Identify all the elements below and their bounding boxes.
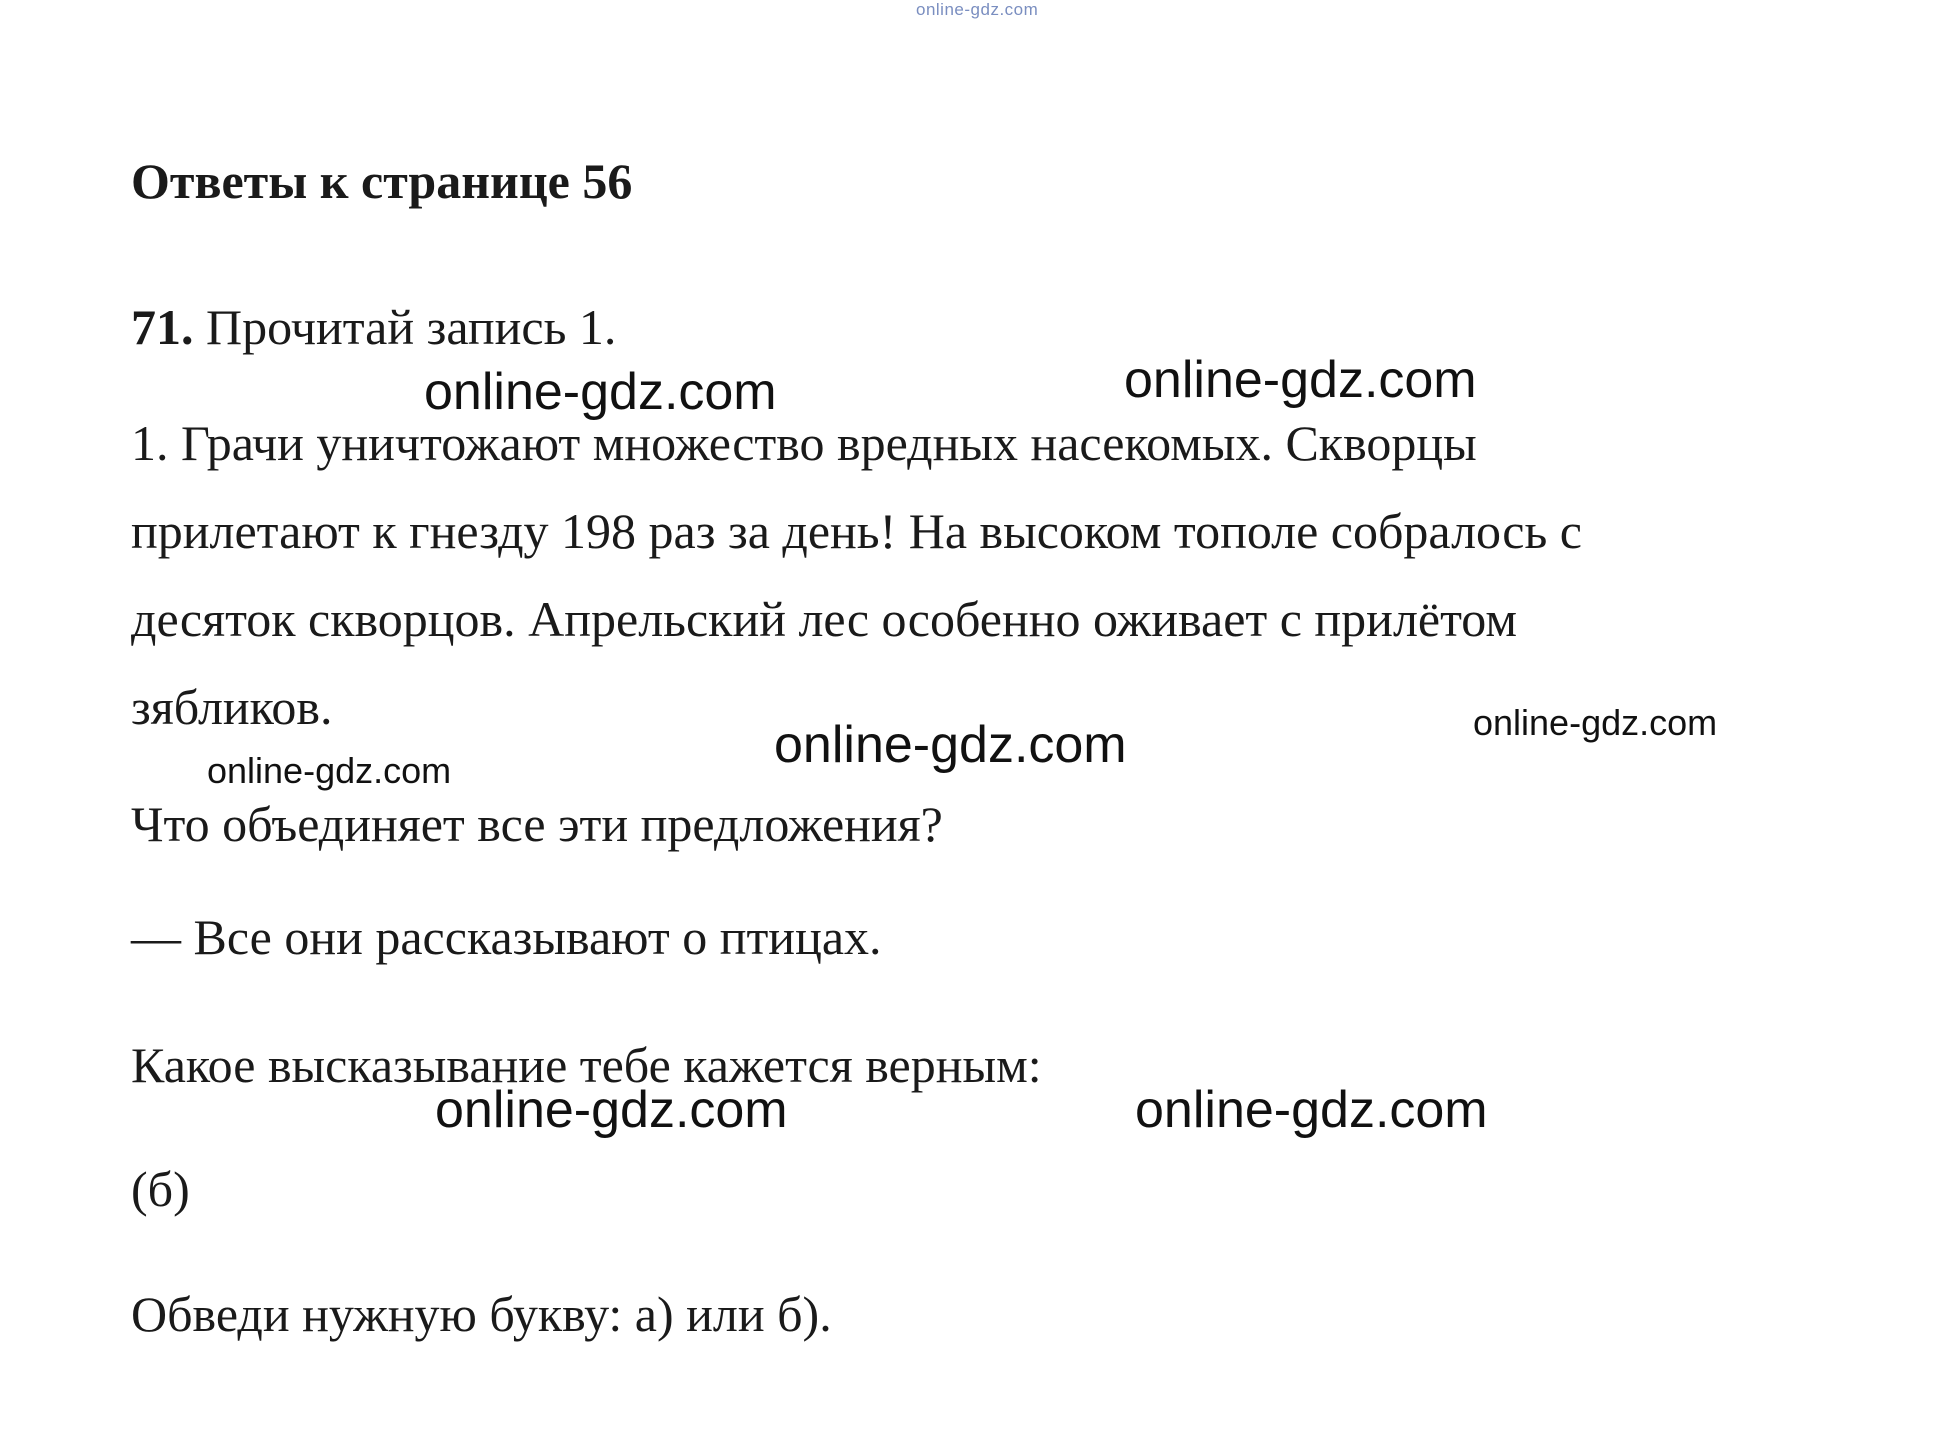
watermark: online-gdz.com [1124, 351, 1477, 409]
answer-2: (б) [131, 1161, 190, 1217]
question-2: Какое высказывание тебе кажется верным: [131, 1037, 1042, 1093]
answer-1: — Все они рассказывают о птицах. [131, 909, 882, 965]
text-line-4: зябликов. [131, 679, 333, 735]
task-number: 71. [131, 299, 194, 355]
task-heading [131, 298, 616, 356]
watermark: online-gdz.com [424, 363, 777, 421]
text-line-2: прилетают к гнезду 198 раз за день! На высоком тополе собралось с [131, 503, 1582, 559]
text-line-3: десяток скворцов. Апрельский лес особенно оживает с прилётом [131, 591, 1517, 647]
task-instruction: Прочитай запись 1. [206, 299, 617, 355]
text-line-1: 1. Грачи уничтожают множество вредных насекомых. Скворцы [131, 415, 1477, 471]
watermark: online-gdz.com [207, 750, 452, 791]
watermark: online-gdz.com [774, 716, 1127, 774]
question-1: Что объединяет все эти предложения? [131, 796, 943, 852]
watermark: online-gdz.com [1473, 702, 1718, 743]
page-title: Ответы к странице 56 [131, 153, 633, 209]
watermark: online-gdz.com [435, 1081, 788, 1139]
final-instruction: Обведи нужную букву: а) или б). [131, 1286, 832, 1342]
watermark: online-gdz.com [1135, 1081, 1488, 1139]
top-watermark: online-gdz.com [916, 0, 1039, 19]
